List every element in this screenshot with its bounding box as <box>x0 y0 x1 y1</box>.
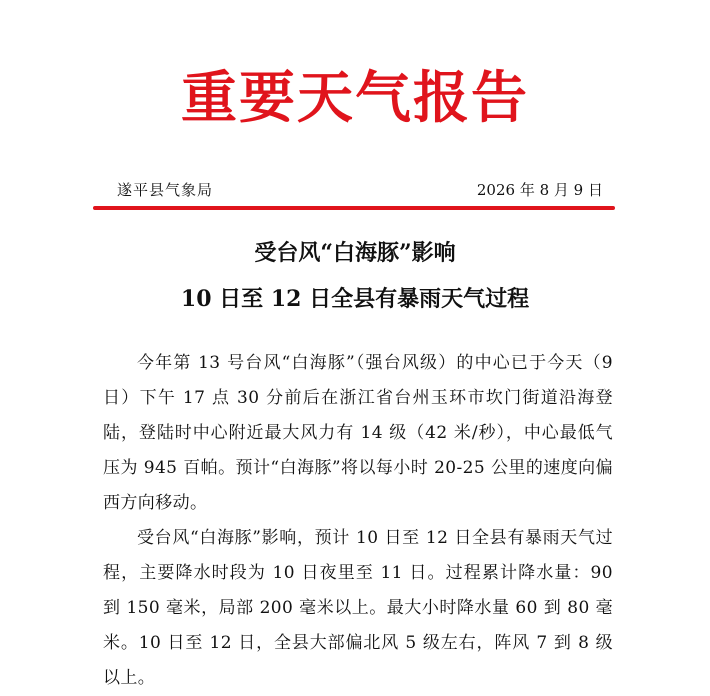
paragraph-rainfall-forecast: 受台风“白海豚”影响，预计 10 日至 12 日全县有暴雨天气过程，主要降水时段为 10 日夜里至 11 日。过程累计降水量：90 到 150 毫米，局部 200 毫米以上。最大小时降水量 60 到 80 毫米。10 日至 12 日，全县大部偏北风 5 级左右，阵风 7 到 8 级以上。 <box>103 528 613 688</box>
issuer-row <box>117 178 603 202</box>
issue-date: 2026 年 8 月 9 日 <box>476 181 603 199</box>
masthead-title: 重要天气报告 <box>181 65 529 131</box>
issuing-agency: 遂平县气象局 <box>117 181 214 199</box>
red-divider <box>93 206 615 210</box>
report-body <box>103 346 613 696</box>
headline-line-1: 受台风“白海豚”影响 <box>254 240 456 266</box>
paragraph-typhoon-landfall: 今年第 13 号台风“白海豚”（强台风级）的中心已于今天（9 日）下午 17 点 30 分前后在浙江省台州玉环市坎门街道沿海登陆，登陆时中心附近最大风力有 14 级（42 米/秒），中心最低气压为 945 百帕。预计“白海豚”将以每小时 20-25 公里的速度向偏西方向移动。 <box>103 353 613 513</box>
headline-line-2: 10 日至 12 日全县有暴雨天气过程 <box>180 286 530 312</box>
